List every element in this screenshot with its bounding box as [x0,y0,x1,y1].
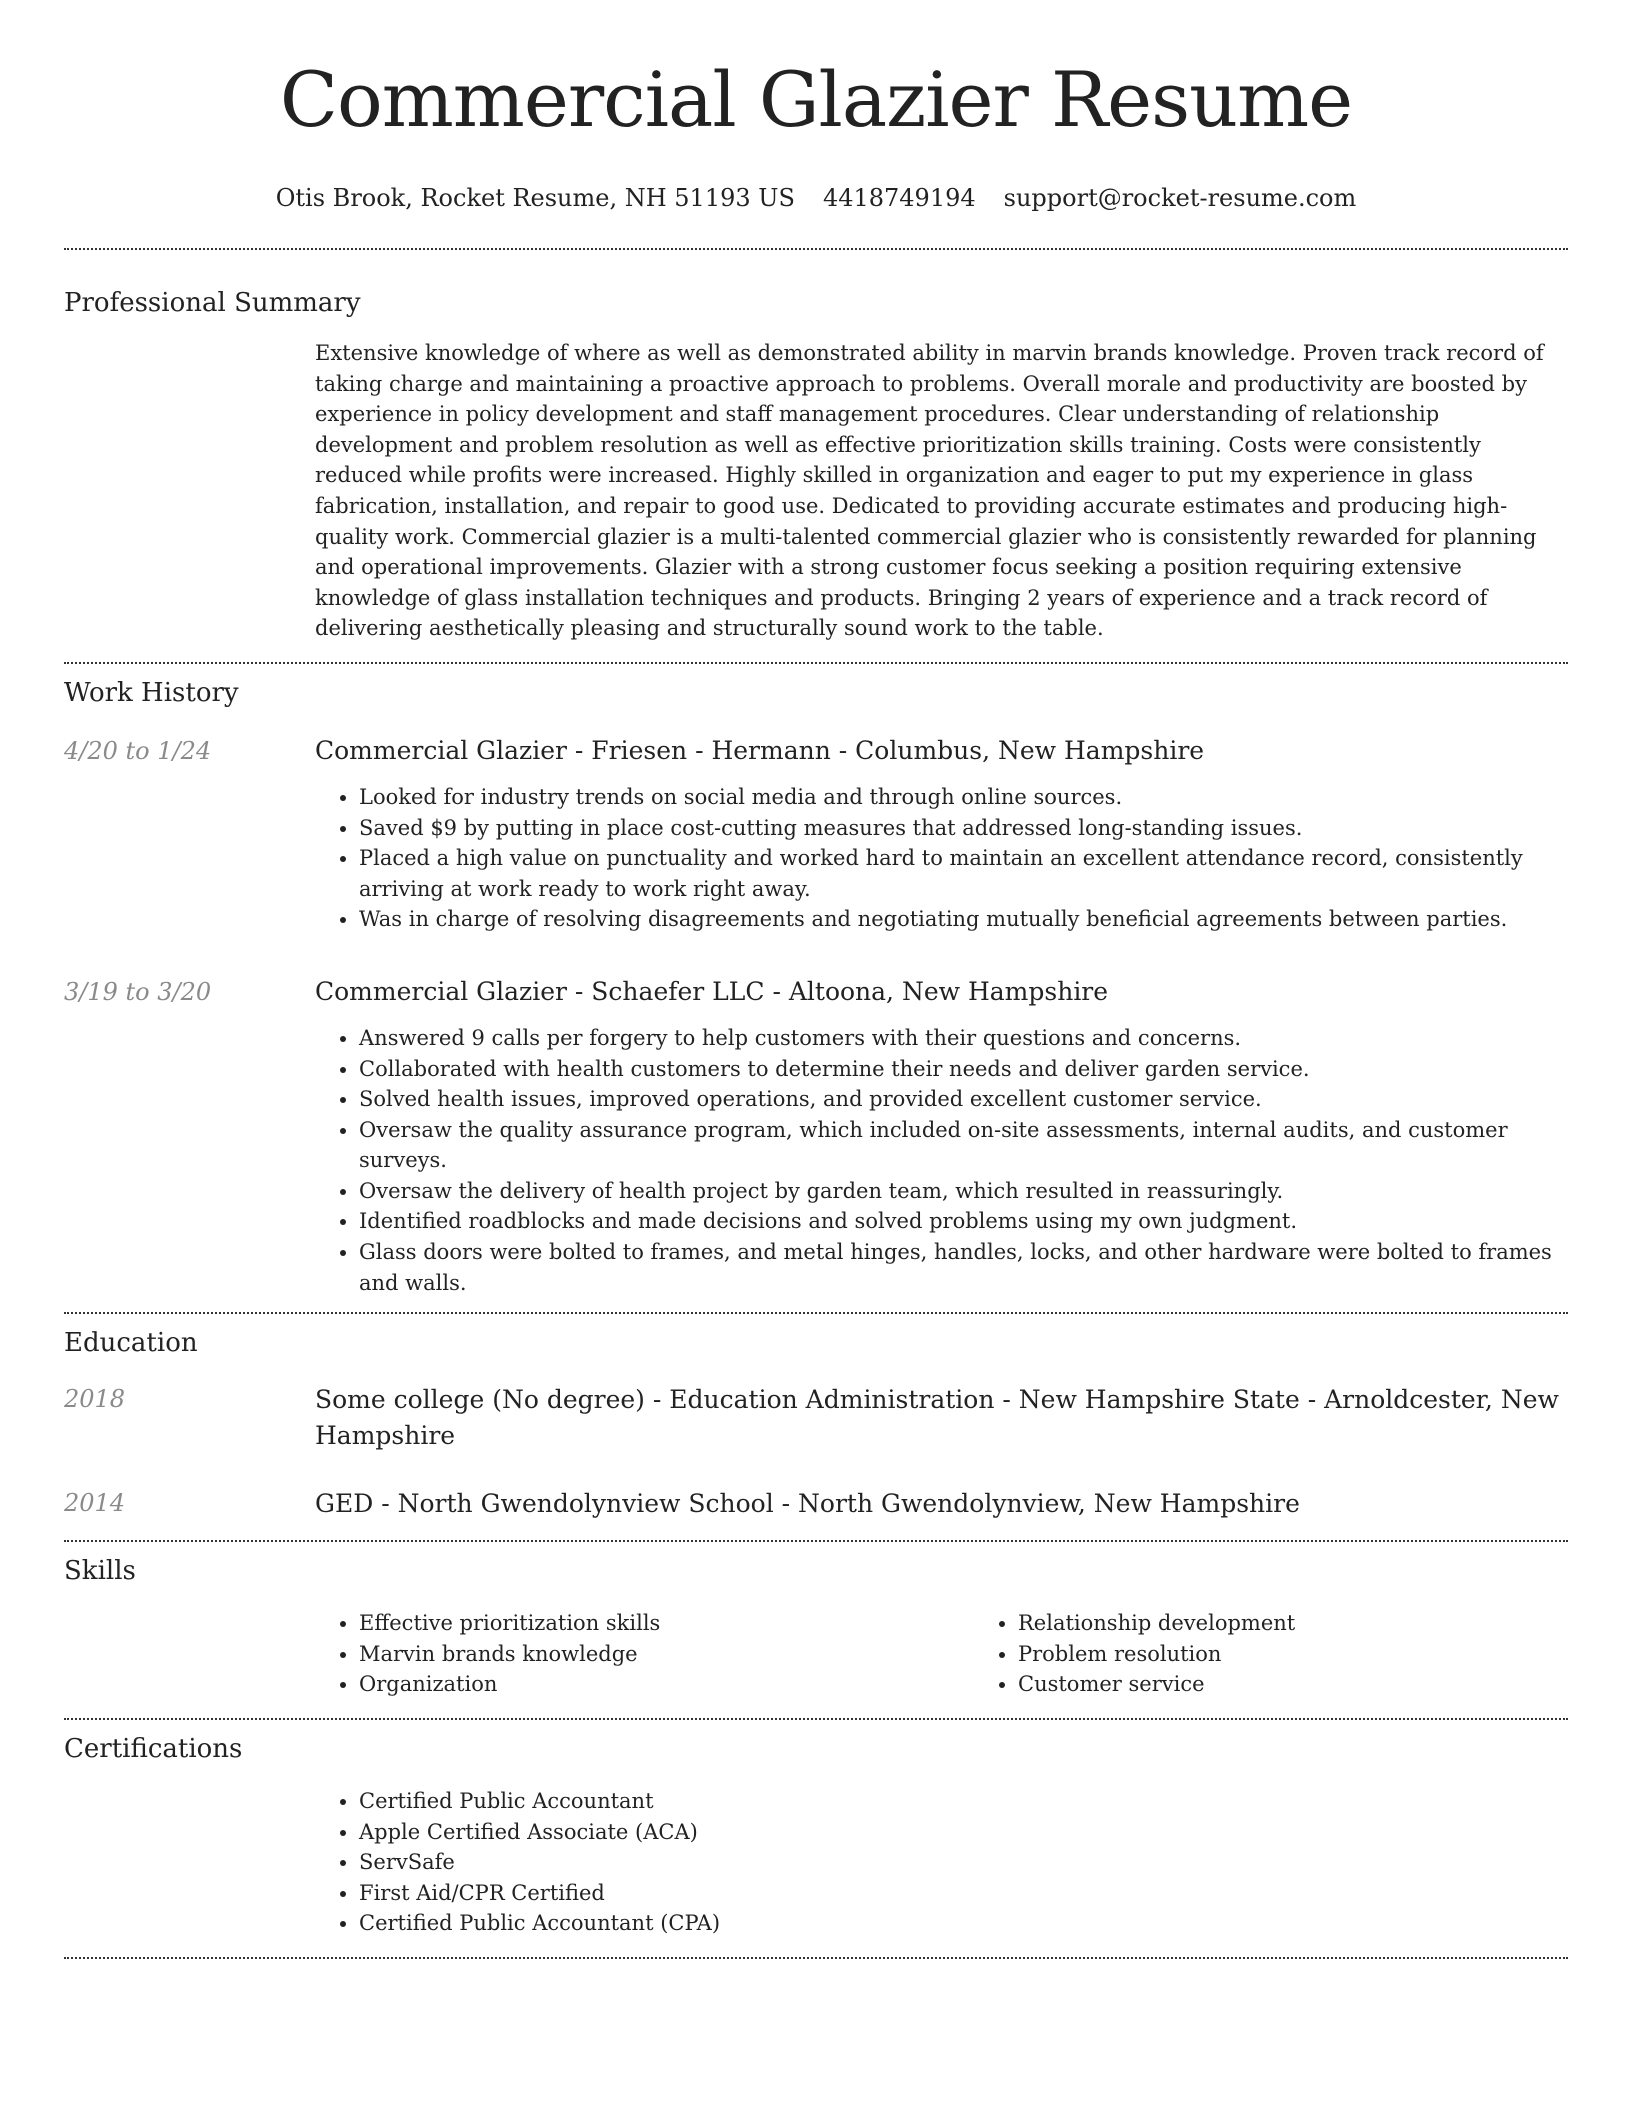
list-item: • Looked for industry trends on social media and through online sources. [359,782,1568,813]
list-item: • Placed a high value on punctuality and worked hard to maintain an excellent attendance record, consistently arriving at work ready to work right away. [359,843,1568,904]
certifications-spacer [64,1786,315,1939]
list-item: • Answered 9 calls per forgery to help customers with their questions and concerns. [359,1023,1568,1054]
job-bullets [315,1023,1568,1298]
education-title: GED - North Gwendolynview School - North Gwendolynview, New Hampshire [315,1489,1300,1519]
list-item: • Problem resolution [1018,1639,1632,1670]
summary-text: Extensive knowledge of where as well as demonstrated ability in marvin brands knowledge. Proven track record of taking charge and maintaining a proactive approach to problems. Overall morale and productivity are boosted by experience in policy development and staff management procedures. Clear understanding of relationship development and problem resolution as well as effective prioritization skills training. Costs were consistently reduced while profits were increased. Highly skilled in organization and eager to put my experience in glass fabrication, installation, and repair to good use. Dedicated to providing accurate estimates and producing high-quality work. Commercial glazier is a multi-talented commercial glazier who is consistently rewarded for planning and operational improvements. Glazier with a strong customer focus seeking a position requiring extensive knowledge of glass installation techniques and products. Bringing 2 years of experience and a track record of delivering aesthetically pleasing and structurally sound work to the table. [315,341,1544,641]
job-dates: 3/19 to 3/20 [64,977,212,1006]
list-item: • Was in charge of resolving disagreements and negotiating mutually beneficial agreements between parties. [359,904,1568,935]
skills-section [64,1554,1568,1700]
list-item: • Glass doors were bolted to frames, and metal hinges, handles, locks, and other hardware were bolted to frames and walls. [359,1237,1568,1298]
summary-body [315,338,1568,644]
education-year: 2014 [64,1489,126,1518]
job-title: Commercial Glazier - Friesen - Hermann - Columbus, New Hampshire [315,735,1205,765]
work-history-section [64,676,1568,1298]
summary-heading: Professional Summary [64,288,361,318]
job-bullets-row [64,1023,1568,1298]
job-bullets-row [64,782,1568,935]
job-dates: 4/20 to 1/24 [64,736,212,765]
skills-row [64,1608,1568,1700]
education-year: 2018 [64,1385,126,1414]
job-title: Commercial Glazier - Schaefer LLC - Altoona, New Hampshire [315,976,1109,1006]
skills-column-2 [974,1608,1632,1700]
job-spacer [64,782,315,935]
job-entry [64,734,1568,935]
list-item: • Certified Public Accountant [359,1786,1568,1817]
divider [64,1312,1568,1314]
divider [64,1957,1568,1959]
education-section [64,1326,1568,1522]
contact-address: Otis Brook, Rocket Resume, NH 51193 US [275,184,795,212]
job-bullets-container [315,782,1568,935]
list-item: • Oversaw the quality assurance program, which included on-site assessments, internal audits, and customer surveys. [359,1115,1568,1176]
list-item: • Oversaw the delivery of health project by garden team, which resulted in reassuringly. [359,1176,1568,1207]
certifications-section [64,1732,1568,1939]
list-item: • Solved health issues, improved operations, and provided excellent customer service. [359,1084,1568,1115]
list-item: • Collaborated with health customers to determine their needs and deliver garden service. [359,1054,1568,1085]
job-header [64,734,1568,768]
list-item: • Organization [359,1669,974,1700]
summary-section [64,286,1568,644]
divider [64,1718,1568,1720]
job-header [64,975,1568,1009]
divider [64,1540,1568,1542]
summary-row [64,338,1568,644]
list-item: • ServSafe [359,1847,1568,1878]
work-history-heading: Work History [64,677,239,708]
certifications-heading: Certifications [64,1734,243,1765]
education-entry [64,1382,1568,1454]
certifications-list [315,1786,1568,1939]
contact-email: support@rocket-resume.com [1003,184,1357,212]
skills-heading: Skills [64,1556,136,1587]
contact-line [64,182,1568,214]
list-item: • Apple Certified Associate (ACA) [359,1817,1568,1848]
education-heading: Education [64,1328,198,1359]
skills-grid [315,1608,1632,1700]
resume-title: Commercial Glazier Resume [279,55,1353,144]
list-item: • First Aid/CPR Certified [359,1878,1568,1909]
skills-spacer [64,1608,315,1700]
education-title: Some college (No degree) - Education Administration - New Hampshire State - Arnoldcester, New Hampshire [315,1385,1559,1451]
list-item: • Relationship development [1018,1608,1632,1639]
skills-column-1 [315,1608,974,1700]
divider [64,248,1568,250]
list-item: • Identified roadblocks and made decisions and solved problems using my own judgment. [359,1206,1568,1237]
list-item: • Certified Public Accountant (CPA) [359,1908,1568,1939]
education-entry [64,1486,1568,1522]
list-item: • Customer service [1018,1669,1632,1700]
list-item: • Saved $9 by putting in place cost-cutting measures that addressed long-standing issues. [359,813,1568,844]
job-bullets [315,782,1568,935]
divider [64,662,1568,664]
certifications-body [315,1786,1568,1939]
certifications-row [64,1786,1568,1939]
job-spacer [64,1023,315,1298]
list-item: • Effective prioritization skills [359,1608,974,1639]
job-bullets-container [315,1023,1568,1298]
list-item: • Marvin brands knowledge [359,1639,974,1670]
summary-spacer [64,338,315,644]
contact-phone: 4418749194 [822,184,976,212]
job-entry [64,975,1568,1298]
